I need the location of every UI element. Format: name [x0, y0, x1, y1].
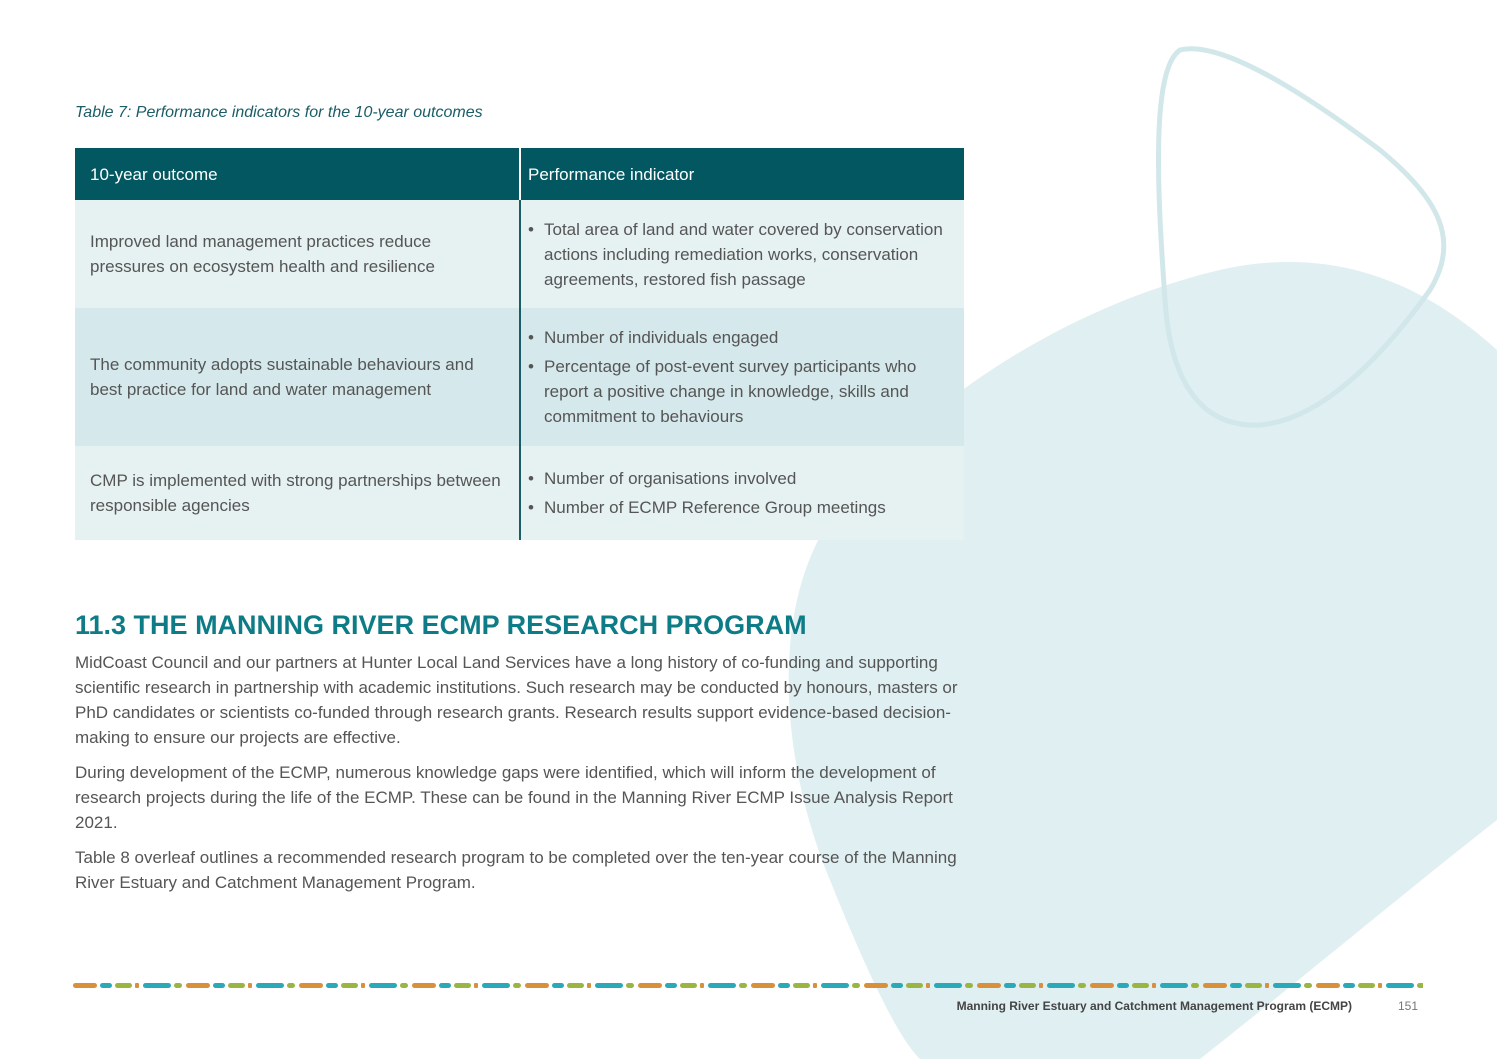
decorative-dashed-divider [73, 982, 1423, 990]
paragraph: Table 8 overleaf outlines a recommended research program to be completed over the ten-year course of the Manning River Estuary and Catchment Management Program. [75, 848, 957, 892]
indicator-cell [520, 308, 964, 446]
performance-indicators-table [75, 148, 964, 540]
indicator-item: • Percentage of post-event survey participants who report a positive change in knowledge, skills and commitment to behaviours [528, 354, 949, 429]
footer-title: Manning River Estuary and Catchment Management Program (ECMP) [956, 999, 1352, 1013]
column-header-outcome: 10-year outcome [75, 148, 520, 200]
indicator-cell [520, 200, 964, 308]
table-row [75, 200, 964, 308]
indicator-item: • Total area of land and water covered by conservation actions including remediation works, conservation agreements, restored fish passage [528, 217, 949, 292]
indicator-item: • Number of organisations involved [528, 466, 949, 491]
paragraph: MidCoast Council and our partners at Hunter Local Land Services have a long history of co-funding and supporting scientific research in partnership with academic institutions. Such research may be conducted by honours, masters or PhD candidates or scientists co-funded through research grants. Research results support evidence-based decision-making to ensure our projects are effective. [75, 653, 958, 747]
table-row [75, 308, 964, 446]
table-caption: Table 7: Performance indicators for the 10-year outcomes [75, 104, 483, 121]
indicator-cell [520, 446, 964, 540]
section-heading: 11.3 THE MANNING RIVER ECMP RESEARCH PROGRAM [75, 610, 807, 640]
outcome-cell: The community adopts sustainable behaviours and best practice for land and water management [75, 308, 520, 446]
table-row [75, 446, 964, 540]
indicator-item: • Number of ECMP Reference Group meetings [528, 495, 949, 520]
page-number: 151 [1398, 999, 1419, 1013]
paragraph: During development of the ECMP, numerous knowledge gaps were identified, which will inform the development of research projects during the life of the ECMP. These can be found in the Manning River ECMP Issue Analysis Report 2021. [75, 763, 953, 832]
column-header-indicator: Performance indicator [520, 148, 964, 200]
outcome-cell: Improved land management practices reduce pressures on ecosystem health and resilience [75, 200, 520, 308]
content-column [75, 103, 965, 905]
outcome-cell: CMP is implemented with strong partnerships between responsible agencies [75, 446, 520, 540]
indicator-item: • Number of individuals engaged [528, 325, 949, 350]
table-header-row [75, 148, 964, 200]
section-body [75, 650, 965, 895]
